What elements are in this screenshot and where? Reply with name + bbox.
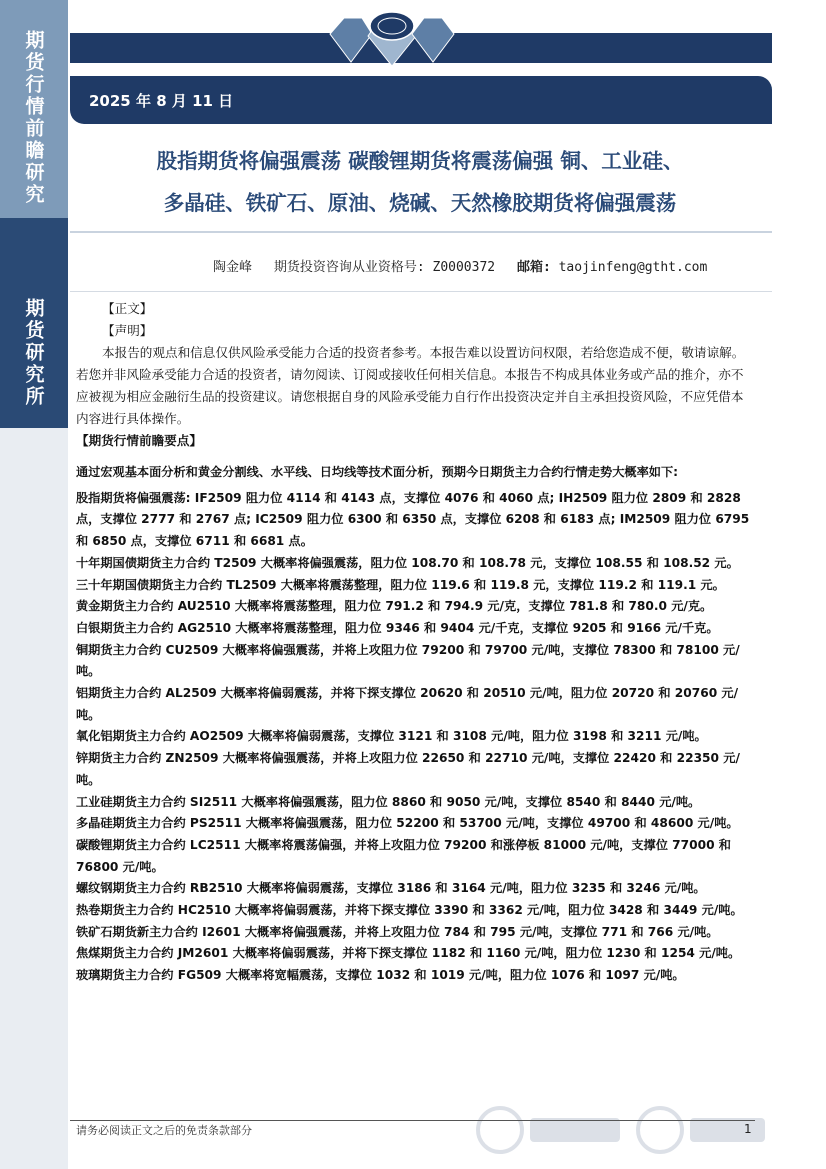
- tag-main: 【正文】: [102, 301, 153, 316]
- tag-statement: 【声明】: [102, 323, 153, 338]
- list-item: 铁矿石期货新主力合约 I2601 大概率将偏强震荡，并将上攻阻力位 784 和 795 元/吨，支撑位 771 和 766 元/吨。: [76, 924, 719, 939]
- watermark-logo-icon: [470, 1100, 770, 1160]
- list-item: 白银期货主力合约 AG2510 大概率将震荡整理，阻力位 9346 和 9404 元/千克，支撑位 9205 和 9166 元/千克。: [76, 620, 719, 635]
- title-line-1: 股指期货将偏强震荡 碳酸锂期货将震荡偏强 铜、工业硅、: [156, 149, 684, 173]
- list-item: 股指期货将偏强震荡: IF2509 阻力位 4114 和 4143 点，支撑位 4076 和 4060 点; IH2509 阻力位 2809 和 2828 点，支撑位 2777 和 2767 点; IC2509 阻力位 6300 和 6350 点，支撑位 6208 和 6183 点; IM2509 阻力位 6795 和 6850 点，支撑位 6711 和 6681 点。: [76, 490, 750, 549]
- title-line-2: 多晶硅、铁矿石、原油、烧碱、天然橡胶期货将偏强震荡: [163, 191, 677, 215]
- statement-paragraph: 本报告的观点和信息仅供风险承受能力合适的投资者参考。本报告难以设置访问权限，若给您造成不便，敬请谅解。若您并非风险承受能力合适的投资者，请勿阅读、订阅或接收任何相关信息。本报告不构成具体业务或产品的推介，亦不应被视为相应金融衍生品的投资建议。请您根据自身的风险承受能力自行作出投资决定并自主承担投资风险，不应凭借本内容进行具体操作。: [76, 345, 745, 426]
- author-email[interactable]: taojinfeng@gtht.com: [558, 260, 708, 275]
- sidebar-mid-block: [0, 218, 68, 428]
- author-name: 陶金峰: [213, 260, 253, 275]
- statement-section: [76, 298, 752, 452]
- list-item: 工业硅期货主力合约 SI2511 大概率将偏强震荡，阻力位 8860 和 9050 元/吨，支撑位 8540 和 8440 元/吨。: [76, 794, 701, 809]
- list-item: 玻璃期货主力合约 FG509 大概率将宽幅震荡，支撑位 1032 和 1019 元/吨，阻力位 1076 和 1097 元/吨。: [76, 968, 685, 983]
- author-divider: [70, 291, 772, 292]
- list-item: 碳酸锂期货主力合约 LC2511 大概率将震荡偏强，并将上攻阻力位 79200 和涨停板 81000 元/吨，支撑位 77000 和 76800 元/吨。: [76, 837, 731, 874]
- list-item: 锌期货主力合约 ZN2509 大概率将偏强震荡，并将上攻阻力位 22650 和 22710 元/吨，支撑位 22420 和 22350 元/吨。: [76, 751, 740, 787]
- list-item: 十年期国债期货主力合约 T2509 大概率将偏强震荡，阻力位 108.70 和 108.78 元，支撑位 108.55 和 108.52 元。: [76, 555, 739, 570]
- points-intro: 通过宏观基本面分析和黄金分割线、水平线、日均线等技术面分析，预期今日期货主力合约行情走势大概率如下:: [76, 465, 679, 479]
- list-item: 铜期货主力合约 CU2509 大概率将偏强震荡，并将上攻阻力位 79200 和 79700 元/吨，支撑位 78300 和 78100 元/吨。: [76, 642, 740, 679]
- diamond-logo-icon: [322, 4, 462, 70]
- list-item: 焦煤期货主力合约 JM2601 大概率将偏弱震荡，并将下探支撑位 1182 和 1160 元/吨，阻力位 1230 和 1254 元/吨。: [76, 946, 741, 961]
- title-divider: [70, 231, 772, 233]
- list-item: 多晶硅期货主力合约 PS2511 大概率将偏强震荡，阻力位 52200 和 53700 元/吨，支撑位 49700 和 48600 元/吨。: [76, 816, 739, 831]
- email-label: 邮箱:: [516, 260, 551, 275]
- list-item: 热卷期货主力合约 HC2510 大概率将偏弱震荡，并将下探支撑位 3390 和 3362 元/吨，阻力位 3428 和 3449 元/吨。: [76, 903, 743, 918]
- footer-divider: [70, 1120, 755, 1121]
- date-bar: [70, 76, 772, 124]
- list-item: 螺纹钢期货主力合约 RB2510 大概率将偏弱震荡，支撑位 3186 和 3164 元/吨，阻力位 3235 和 3246 元/吨。: [76, 881, 706, 896]
- list-item: 铝期货主力合约 AL2509 大概率将偏弱震荡，并将下探支撑位 20620 和 20510 元/吨，阻力位 20720 和 20760 元/吨。: [76, 686, 739, 722]
- author-line: [213, 256, 707, 275]
- forecast-points: [76, 462, 756, 987]
- author-qualification: 期货投资咨询从业资格号: Z0000372: [273, 260, 496, 275]
- list-item: 三十年期国债期货主力合约 TL2509 大概率将震荡整理，阻力位 119.6 和 119.8 元，支撑位 119.2 和 119.1 元。: [76, 577, 725, 592]
- section-heading: 【期货行情前瞻要点】: [76, 433, 202, 448]
- footer-disclaimer: 请务必阅读正文之后的免责条款部分: [76, 1124, 252, 1137]
- sidebar: [0, 0, 68, 1169]
- list-item: 黄金期货主力合约 AU2510 大概率将震荡整理，阻力位 791.2 和 794.9 元/克，支撑位 781.8 和 780.0 元/克。: [76, 599, 713, 614]
- sidebar-top-block: [0, 0, 68, 218]
- list-item: 氧化铝期货主力合约 AO2509 大概率将偏弱震荡，支撑位 3121 和 3108 元/吨，阻力位 3198 和 3211 元/吨。: [76, 729, 707, 744]
- sidebar-top-label: 期货行情前瞻研究: [22, 30, 45, 206]
- report-title: [80, 140, 760, 224]
- report-date: 2025 年 8 月 11 日: [89, 92, 234, 110]
- sidebar-mid-label: 期货研究所: [22, 298, 45, 408]
- page-number: 1: [744, 1122, 752, 1136]
